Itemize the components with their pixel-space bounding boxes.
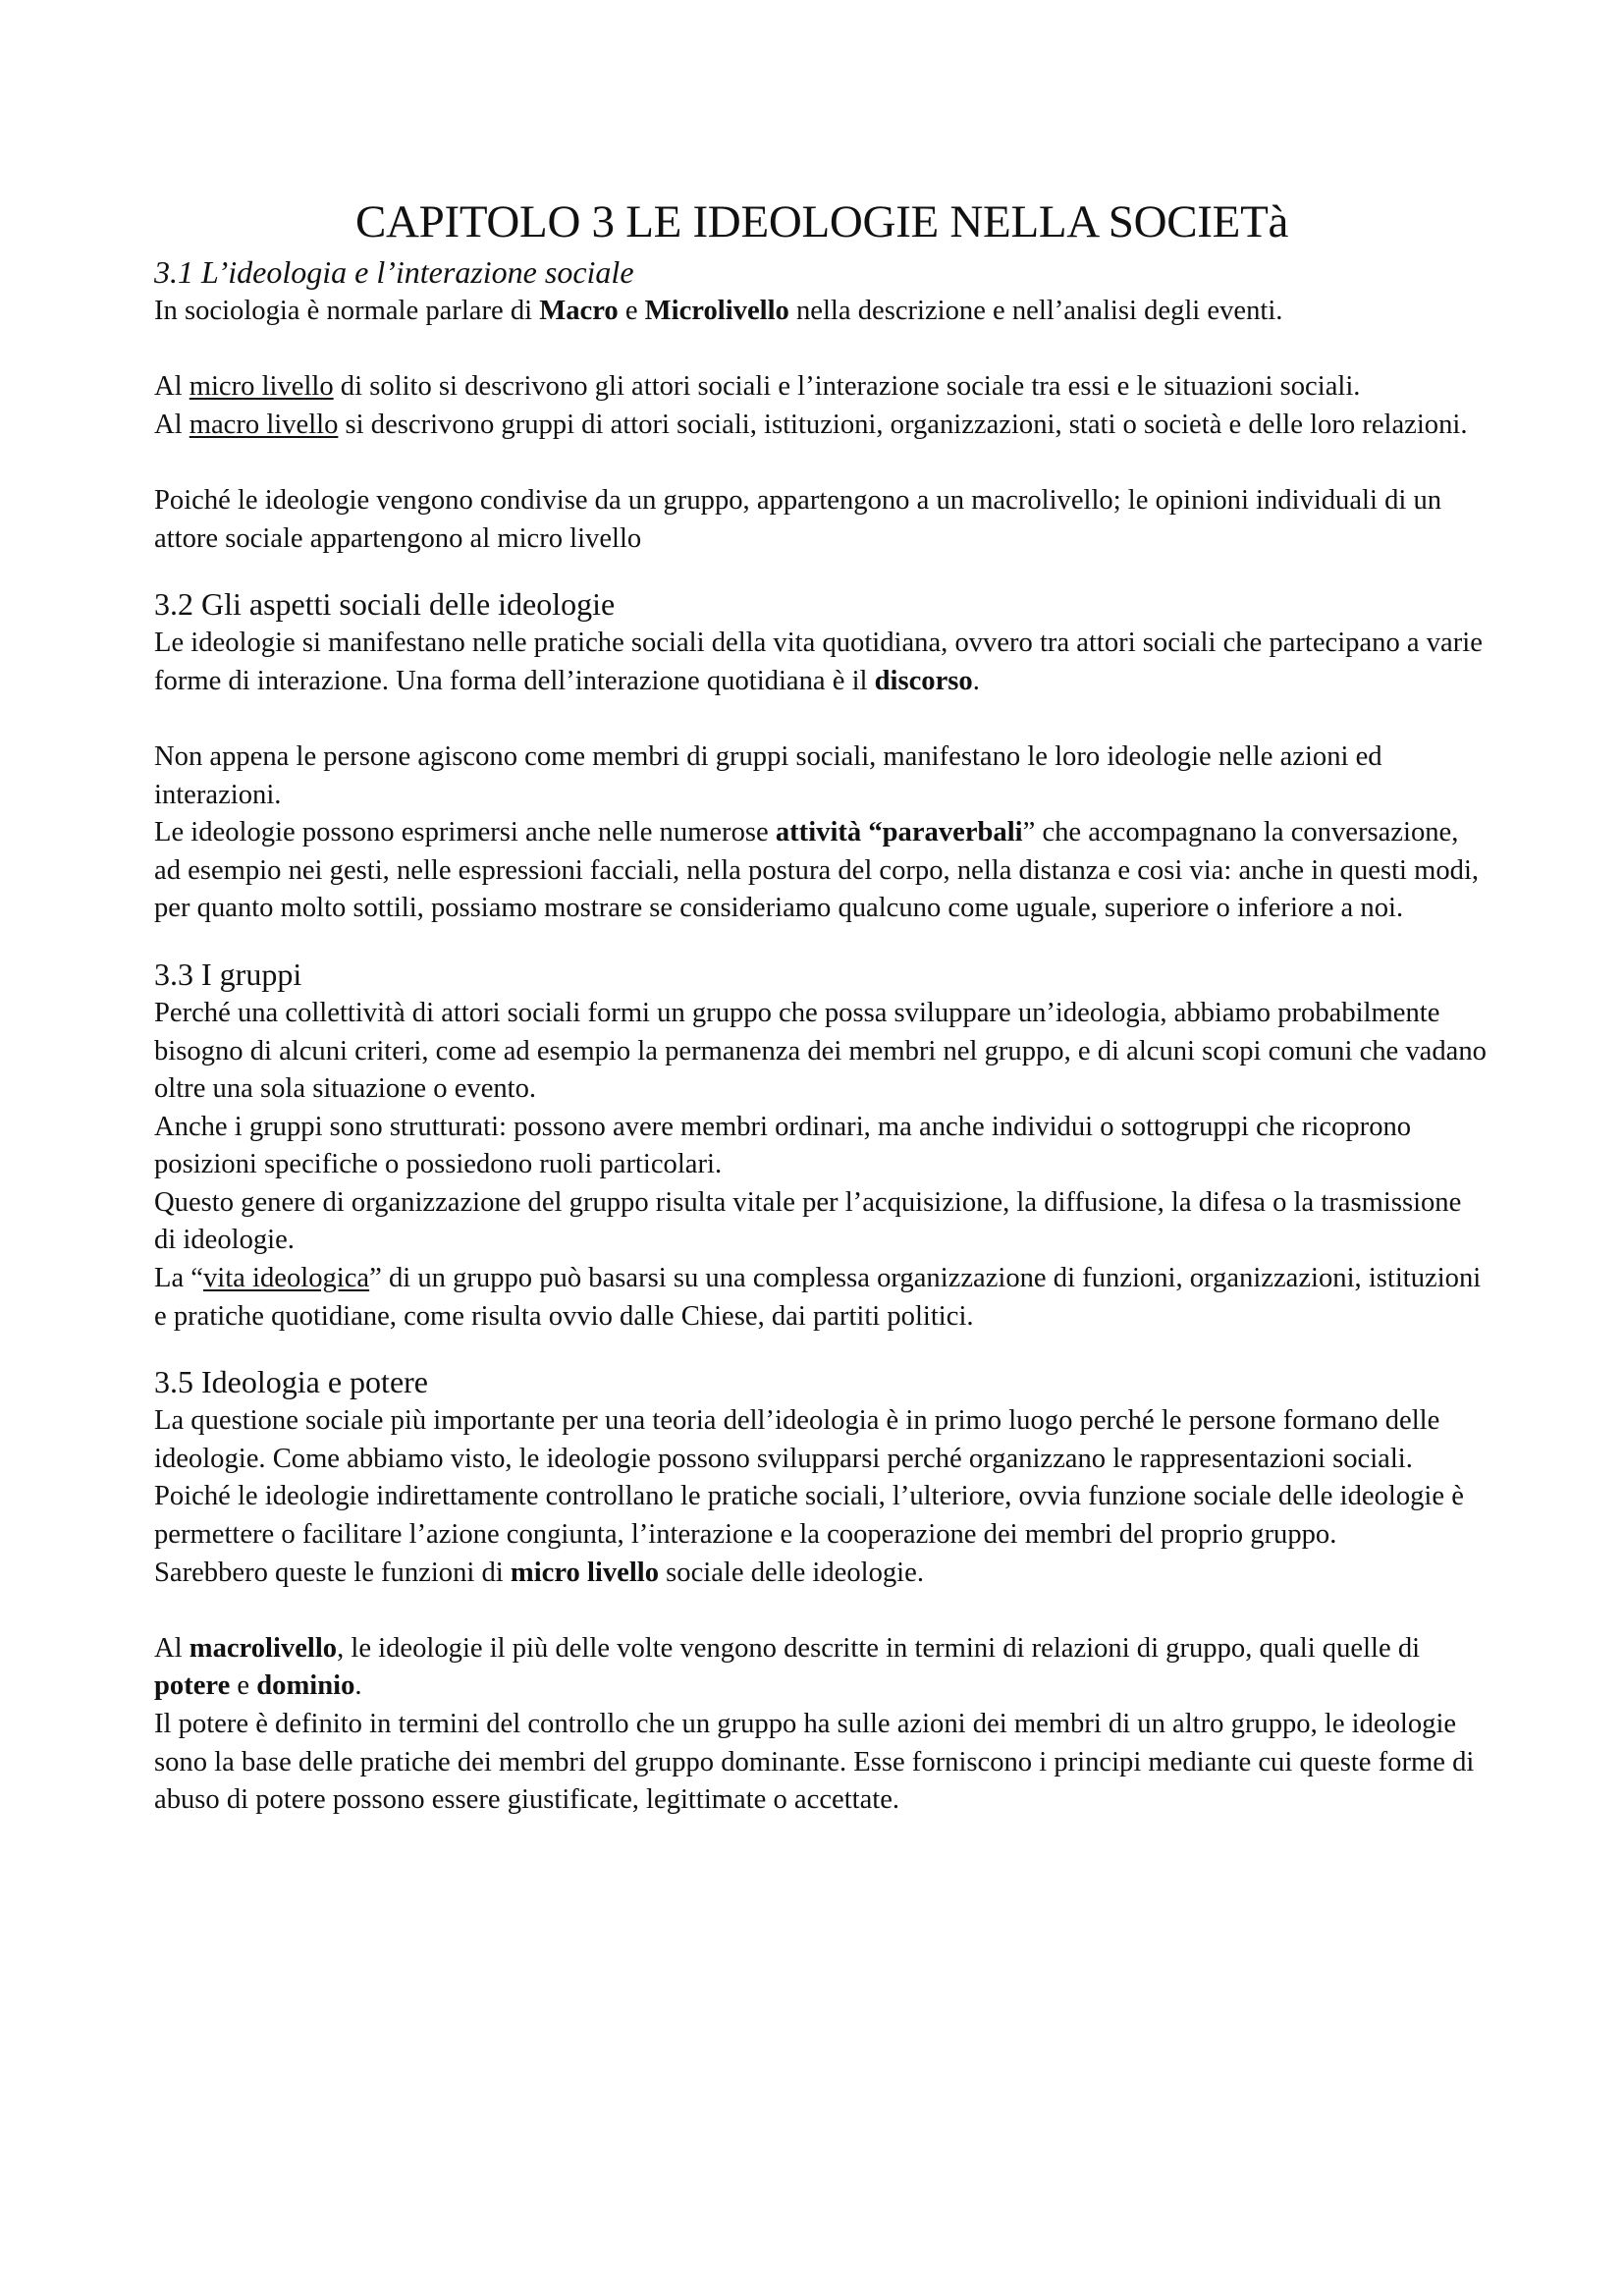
bold-term: macrolivello [189, 1632, 338, 1664]
paragraph: In sociologia è normale parlare di Macro e Microlivello nella descrizione e nell’analisi degli eventi. [154, 296, 1283, 326]
paragraph: Perché una collettività di attori sociali formi un gruppo che possa sviluppare un’ideologia, abbiamo probabilmente bisogno di alcuni criteri, come ad esempio la permanenza dei membri nel gruppo, e di alcuni scopi comuni che vadano oltre una sola situazione o evento. [154, 997, 1487, 1105]
paragraph: Non appena le persone agiscono come membri di gruppi sociali, manifestano le loro ideologie nelle azioni ed interazioni. [154, 740, 1382, 810]
paragraph: La “vita ideologica” di un gruppo può basarsi su una complessa organizzazione di funzioni, organizzazioni, istituzioni e pratiche quotidiane, come risulta ovvio dalle Chiese, dai partiti politici. [154, 1263, 1482, 1332]
section-heading-3-3: 3.3 I gruppi [154, 956, 302, 992]
bold-term: dominio [256, 1670, 355, 1702]
section-3-5 [154, 1361, 1489, 1820]
paragraph: Al macrolivello, le ideologie il più delle volte vengono descritte in termini di relazioni di gruppo, quali quelle di potere e dominio. [154, 1632, 1421, 1702]
underlined-term: macro livello [189, 409, 339, 440]
paragraph: Al macro livello si descrivono gruppi di attori sociali, istituzioni, organizzazioni, stati o società e delle loro relazioni. [154, 409, 1468, 440]
bold-term: attività “paraverbali [775, 817, 1023, 848]
section-heading-3-1: 3.1 L’ideologia e l’interazione sociale [154, 254, 634, 290]
section-heading-3-5: 3.5 Ideologia e potere [154, 1364, 428, 1400]
bold-term: discorso [874, 665, 973, 696]
paragraph: Sarebbero queste le funzioni di micro livello sociale delle ideologie. [154, 1557, 924, 1588]
section-3-2 [154, 583, 1489, 928]
underlined-term: vita ideologica [203, 1263, 370, 1294]
paragraph: Le ideologie si manifestano nelle pratiche sociali della vita quotidiana, ovvero tra attori sociali che partecipano a varie forme di interazione. Una forma dell’interazione quotidiana è il discorso. [154, 628, 1483, 696]
section-heading-3-2: 3.2 Gli aspetti sociali delle ideologie [154, 586, 616, 623]
paragraph: Poiché le ideologie vengono condivise da un gruppo, appartengono a un macrolivello; le opinioni individuali di un attore sociale appartengono al micro livello [154, 484, 1442, 554]
section-3-1 [154, 251, 1489, 558]
bold-term: Microlivello [644, 296, 789, 326]
document-page [154, 192, 1489, 1820]
paragraph: La questione sociale più importante per una teoria dell’ideologia è in primo luogo perché le persone formano delle ideologie. Come abbiamo visto, le ideologie possono svilupparsi perché organizzano le rappresentazioni sociali. [154, 1405, 1440, 1474]
page-title: CAPITOLO 3 LE IDEOLOGIE NELLA SOCIETà [354, 196, 1289, 247]
bold-term: Macro [539, 296, 619, 326]
bold-term: micro livello [510, 1557, 660, 1588]
paragraph: Il potere è definito in termini del controllo che un gruppo ha sulle azioni dei membri di un altro gruppo, le ideologie sono la base delle pratiche dei membri del gruppo dominante. Esse forniscono i principi mediante cui queste forme di abuso di potere possono essere giustificate, legittimate o accettate. [154, 1709, 1475, 1816]
section-3-3 [154, 954, 1489, 1336]
paragraph: Poiché le ideologie indirettamente controllano le pratiche sociali, l’ulteriore, ovvia funzione sociale delle ideologie è permettere o facilitare l’azione congiunta, l’interazione e la cooperazione dei membri del proprio gruppo. [154, 1481, 1464, 1551]
underlined-term: micro livello [189, 371, 334, 403]
paragraph: Questo genere di organizzazione del gruppo risulta vitale per l’acquisizione, la diffusione, la difesa o la trasmissione di ideologie. [154, 1186, 1462, 1256]
paragraph: Al micro livello di solito si descrivono gli attori sociali e l’interazione sociale tra essi e le situazioni sociali. [154, 371, 1361, 403]
paragraph: Le ideologie possono esprimersi anche nelle numerose attività “paraverbali” che accompagnano la conversazione, ad esempio nei gesti, nelle espressioni facciali, nella postura del corpo, nella distanza e cosi via: anche in questi modi, per quanto molto sottili, possiamo mostrare se consideriamo qualcuno come uguale, superiore o inferiore a noi. [154, 817, 1480, 924]
paragraph: Anche i gruppi sono strutturati: possono avere membri ordinari, ma anche individui o sottogruppi che ricoprono posizioni specifiche o possiedono ruoli particolari. [154, 1111, 1412, 1180]
bold-term: potere [154, 1670, 231, 1702]
